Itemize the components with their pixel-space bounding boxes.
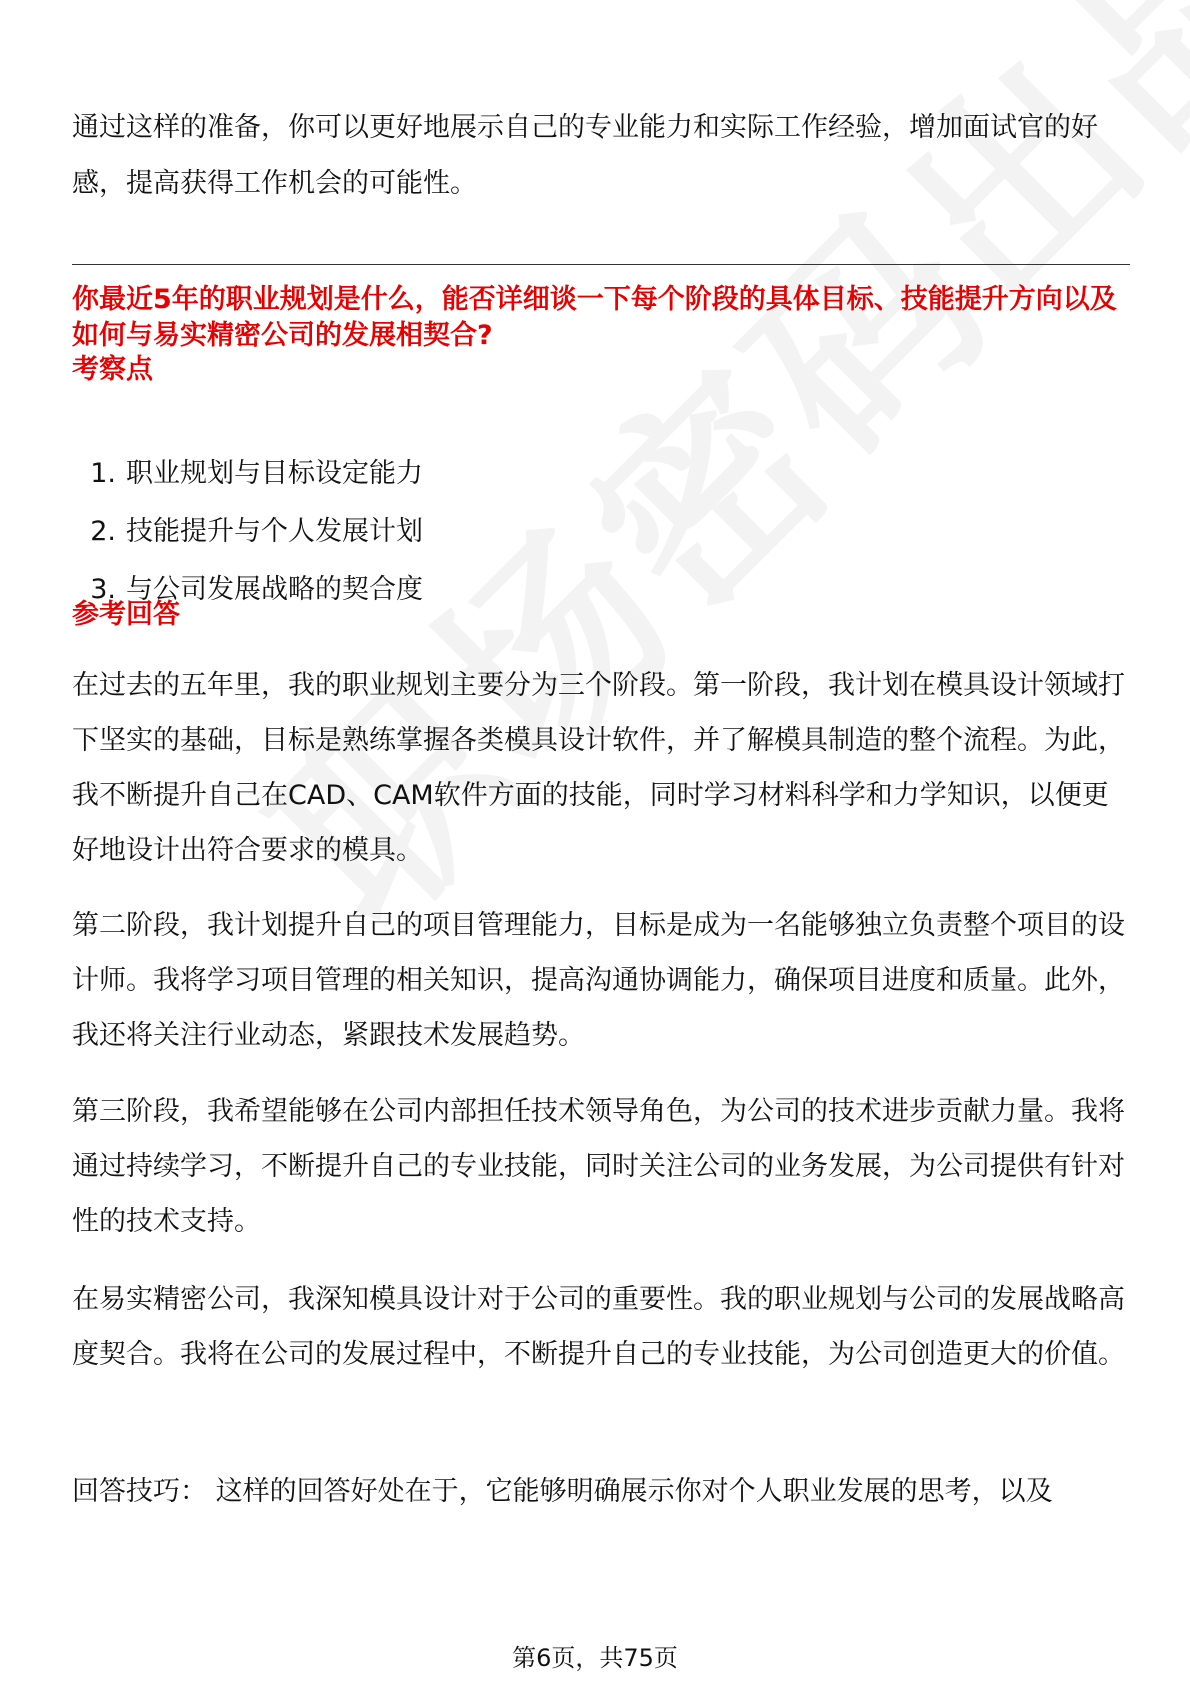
list-item-text: 与公司发展战略的契合度 <box>126 574 423 605</box>
intro-paragraph: 通过这样的准备，你可以更好地展示自己的专业能力和实际工作经验，增加面试官的好感，提高获得工作机会的可能性。 <box>72 112 1098 199</box>
assessment-label: 考察点 <box>72 354 153 385</box>
answer-paragraph-2: 第二阶段，我计划提升自己的项目管理能力，目标是成为一名能够独立负责整个项目的设计师。我将学习项目管理的相关知识，提高沟通协调能力，确保项目进度和质量。此外，我还将关注行业动态，紧跟技术发展趋势。 <box>72 910 1125 1051</box>
answer-paragraph-4: 在易实精密公司，我深知模具设计对于公司的重要性。我的职业规划与公司的发展战略高度契合。我将在公司的发展过程中，不断提升自己的专业技能，为公司创造更大的价值。 <box>72 1284 1125 1370</box>
list-item <box>72 561 1130 619</box>
answer-paragraph-3: 第三阶段，我希望能够在公司内部担任技术领导角色，为公司的技术进步贡献力量。我将通过持续学习，不断提升自己的专业技能，同时关注公司的业务发展，为公司提供有针对性的技术支持。 <box>72 1096 1125 1237</box>
assessment-list <box>72 445 1130 619</box>
list-item-text: 技能提升与个人发展计划 <box>126 516 423 547</box>
answer-tips: 回答技巧： 这样的回答好处在于，它能够明确展示你对个人职业发展的思考，以及 <box>72 1476 1053 1507</box>
list-item <box>72 445 1130 503</box>
question-heading: 你最近5年的职业规划是什么，能否详细谈一下每个阶段的具体目标、技能提升方向以及如何与易实精密公司的发展相契合? <box>72 284 1117 351</box>
list-item-text: 职业规划与目标设定能力 <box>126 458 423 489</box>
reference-answer-label: 参考回答 <box>72 599 180 630</box>
list-item <box>72 503 1130 561</box>
list-item-number: 1. <box>90 458 116 489</box>
section-divider <box>72 264 1130 265</box>
intro-block <box>72 100 1132 212</box>
list-item-number: 2. <box>90 516 116 547</box>
answer-paragraph-1: 在过去的五年里，我的职业规划主要分为三个阶段。第一阶段，我计划在模具设计领域打下坚实的基础，目标是熟练掌握各类模具设计软件，并了解模具制造的整个流程。为此，我不断提升自己在CAD、CAM软件方面的技能，同时学习材料科学和力学知识，以便更好地设计出符合要求的模具。 <box>72 670 1125 866</box>
page-number-footer: 第6页，共75页 <box>512 1644 678 1672</box>
list-item-number: 3. <box>90 574 116 605</box>
